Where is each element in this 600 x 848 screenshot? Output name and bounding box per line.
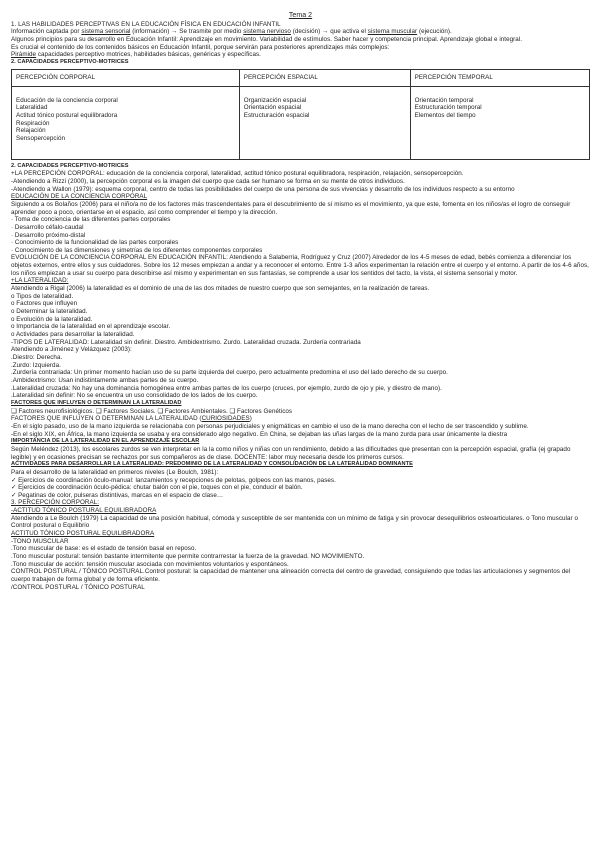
list-item: o Evolución de la lateralidad. [11,315,93,323]
subheading-postural: -ACTITUD TÓNICO POSTURAL EQUILIBRADORA [11,507,157,515]
list-item: Relajación [16,127,46,135]
paragraph-curiosity-2: -En el siglo XIX, en África, la mano izquierda se usaba y era considerado algo negativo. En China, se dejaban las uñas largas de la mano zurda para usar únicamente la diestra [11,430,508,438]
section-heading-1: 1. LAS HABILIDADES PERCEPTIVAS EN LA EDUCACIÓN FÍSICA EN EDUCACIÓN INFANTIL [11,20,281,28]
check-item: ✓ Ejercicios de coordinación óculo-manual: lanzamientos y recepciones de pelotas, golpeos con las manos, pases. [11,476,336,484]
text: ) [249,415,252,423]
paragraph-wallon: -Atendiendo a Wallon (1979): esquema corporal, centro de todas las posibilidades del cuerpo de una persona de sus vivencias y desarrollo de los individuos respecto a su entorno [11,185,515,193]
subheading-activities: ACTIVIDADES PARA DESARROLLAR LA LATERALIDAD: PREDOMINIO DE LA LATERALIDAD Y CONSOLIDACIÓN DE LA LATERALIDAD DOMINANTE [11,461,413,468]
subheading-body-awareness: EDUCACIÓN DE LA CONCIENCIA CORPORAL [11,193,148,201]
text: (ejecución). [417,28,452,36]
list-item: Orientación temporal [414,96,474,104]
subheading-factors: FACTORES QUE INFLUYEN O DETERMINAN LA LATERALIDAD [11,399,182,406]
paragraph-bolanos: Siguiendo a os Bolaños (2006) para el niño/a no de los factores más trascendentales para el descubrimiento de sí mismo es el movimiento, ya que este, fomenta en los niños/as el logro de conseguir aprender poco a poco, orientarse en el espacio, así como comprender el tiempo y la dirección. [11,200,571,216]
subheading-importance: IMPORTANCIA DE LA LATERALIDAD EN EL APRENDIZAJE ESCOLAR [11,438,200,445]
list-item: .Diestro: Derecha. [11,354,63,361]
factors-list: ❏ Factores neurofisiológicos. ❏ Factores Sociales. ❏ Factores Ambientales. ❏ Factores Genéticos [11,407,293,415]
text: capacidades perceptivo motrices, habilidades básicas, genéricas y específicas. [36,51,261,59]
paragraph-laterality-types: -TIPOS DE LATERALIDAD: Lateralidad sin definir. Diestro. Ambidextrismo. Zurdo. Lateralidad cruzada. Zurdería contrariada [11,338,361,346]
section-heading-4: 3. PERCEPCIÓN CORPORAL: [11,499,99,507]
text: FACTORES QUE INFLUYEN O DETERMINAN LA LATERALIDAD ( [11,415,202,423]
paragraph-postural-control: CONTROL POSTURAL / TÓNICO POSTURAL.Control postural: la capacidad de mantener una alineación correcta del centro de gravedad, consiguiendo que todas las articulaciones y segmentos del cuerpo trabajen de forma global y de forma eficiente. [11,568,571,584]
text: Información captada por [11,28,82,36]
list-item: Sensopercepción [16,134,66,142]
term-curiosities: CURIOSIDADES [201,415,250,423]
list-item: o Importancia de la lateralidad en el aprendizaje escolar. [11,323,171,331]
term-muscular-system: sistema muscular [367,28,418,36]
subheading-postural-2: ACTITUD TÓNICO POSTURAL EQUILIBRADORA [11,530,155,538]
subheading-laterality: +LA LATERALIDAD: [11,277,69,285]
list-item: o Determinar la lateralidad. [11,308,88,316]
section-heading-2: 2. CAPACIDADES PERCEPTIVO-MOTRICES [11,58,129,65]
paragraph-basic-content: Es crucial el contenido de los contenidos básicos en Educación Infantil, porque servirán para posteriores aprendizajes más complejos: [11,43,390,51]
table-header-cell: PERCEPCIÓN CORPORAL [12,69,240,86]
paragraph-information-flow [11,28,590,36]
list-item: .Tono muscular de base: es el estado de tensión basal en reposo. [11,545,197,553]
paragraph-postural-definition: Atendiendo a Le Boulch (1979) La capacidad de una posición habitual, cómoda y susceptible de ser mantenida con un mínimo de fatiga y sin provocar desequilibrios osteoarticulares. o Tono muscular o Control postural o Equilibrio [11,514,578,530]
term-pyramid: Pirámide [11,51,37,59]
paragraph-jimenez: Atendiendo a Jiménez y Velázquez (2003): [11,346,132,354]
table-header-cell: PERCEPCIÓN TEMPORAL [410,69,589,86]
term-nervous-system: sistema nervioso [243,28,291,36]
bullet-item: · Toma de conciencia de las diferentes partes corporales [11,216,171,224]
list-item: .Zurdería contrariada: Un primer momento hacían uso de su parte izquierda del cuerpo, pero actualmente predomina el uso del lado derecho de su cuerpo. [11,369,448,377]
page-title: Tema 2 [288,12,313,19]
list-item: .Tono muscular postural: tensión bastante intermitente que permite contrarrestar la fuerza de la gravedad. NO MOVIMIENTO. [11,553,365,561]
text: (información) → Se trasmite por medio [130,28,244,36]
list-item: .Ambidextrismo: Usan indistintamente ambas partes de su cuerpo. [11,376,199,384]
paragraph-rizzi: -Atendiendo a Rizzi (2000), la percepción corporal es la imagen del cuerpo que cada ser humano se forma en su mente de otros individuos. [11,177,405,185]
subheading-curiosities [11,415,590,423]
bullet-item: · Desarrollo próximo-distal [11,231,86,239]
paragraph-melendez: Según Meléndez (2013), los escolares zurdos se ven interpretar en la la como niños y niñas con un rendimiento, debido a las dificultades que presentan con la percepción espacial, grafía (ej grapado legible) y en ocasiones precisan se rechazos por sus compañeros as de clase. DOCENTE: labor muy necesaria desde los primeros cursos. [11,445,571,461]
paragraph-pyramid [11,51,590,59]
paragraph-principles: Algunos principios para su desarrollo en Educación Infantil: Aprendizaje en movimiento. Variabilidad de estímulos. Saber hacer y competencia principal. Aprendizaje global e integral. [11,35,523,43]
paragraph-evolution: EVOLUCIÓN DE LA CONCIENCIA CORPORAL EN EDUCACIÓN INFANTIL: Atendiendo a Salaberria, Rodríguez y Cruz (2007) Alrededor de los 4-5 meses de edad, bebés comienza a diferenciar los objetos externos, entre ellos y sus cuidadores. Sobre los 12 meses empiezan a andar y a reconocer el entorno. Entre 1-3 años experimentan la relación entre el cuerpo y el entorno. A partir de los 4-6 años, los niños empiezan a usar su cuerpo para describirse así mismo y experimentan en sus fantasías, se comprende a usar los sentidos del tacto, la vista, el sistema sensorial y motor. [11,254,589,277]
table-header-cell: PERCEPCIÓN ESPACIAL [239,69,410,86]
list-item: Elementos del tiempo [414,111,476,119]
bullet-item: · Desarrollo céfalo-caudal [11,223,84,231]
paragraph-rigal: Atendiendo a Rigal (2006) la lateralidad es el dominio de una de las dos mitades de nuestro cuerpo que son semejantes, en la realización de tareas. [11,285,430,293]
section-heading-3: 2. CAPACIDADES PERCEPTIVO-MOTRICES [11,162,129,169]
list-item: Orientación espacial [243,104,302,112]
check-item: ✓ Pegatinas de color, pulseras distintivas, marcas en el espacio de clase… [11,491,224,499]
text: (decisión) → que activa el [290,28,368,36]
list-item: Educación de la conciencia corporal [16,96,118,104]
table-cell [239,86,410,159]
list-item: Lateralidad [16,104,48,112]
paragraph-curiosity-1: -En el siglo pasado, uso de la mano izquierda se relacionaba con personas perjudiciales y enigmáticas en cambio el uso de la mano derecha con el lecho de ser trascendido y sublime. [11,422,529,430]
paragraph-footer-heading: /CONTROL POSTURAL / TÓNICO POSTURAL [11,583,145,591]
list-item: Organización espacial [243,96,307,104]
paragraph-le-boulch: Para el desarrollo de la lateralidad en primeros niveles (Le Boulch, 1981): [11,468,219,476]
list-item: o Tipos de lateralidad. [11,292,74,300]
list-item: Actitud tónico postural equilibradora [16,111,118,119]
list-item: .Zurdo: Izquierda. [11,361,61,369]
capacities-table [11,69,590,160]
term-sensory-system: sistema sensorial [81,28,131,36]
table-header-row [12,69,590,86]
bullet-item: · Conocimiento de la funcionalidad de las partes corporales [11,239,179,247]
check-item: ✓ Ejercicios de coordinación óculo-pédica: chutar balón con el pie, toques con el pie, conducir el balón. [11,484,303,492]
table-row [12,86,590,159]
list-item: .Lateralidad sin definir: No se encuentra un uso consolidado de los lados de los cuerpo. [11,392,258,400]
bullet-item: · Conocimiento de las dimensiones y simetrías de los diferentes componentes corporales [11,246,263,254]
list-item: o Actividades para desarrollar la lateralidad. [11,331,135,339]
list-item: Estructuración espacial [243,111,310,119]
list-item: Estructuración temporal [414,104,482,112]
list-item: Respiración [16,119,50,127]
table-cell [410,86,589,159]
list-item: .Tono muscular de acción: tensión muscular asociada con movimientos voluntarios y espontáneos. [11,560,289,568]
list-item: .Lateralidad cruzada: No hay una dominancia homogénea entre ambas partes de los cuerpo (cruces, por ejemplo, zurdo de ojo y pie, y diestro de mano). [11,384,442,392]
subheading-muscle-tone: -TONO MUSCULAR [11,537,69,545]
list-item: o Factores que influyen [11,300,78,308]
table-cell [12,86,240,159]
paragraph-body-perception: +LA PERCEPCIÓN CORPORAL: educación de la conciencia corporal, lateralidad, actitud tónico postural equilibradora, respiración, relajación, sensopercepción. [11,170,464,178]
